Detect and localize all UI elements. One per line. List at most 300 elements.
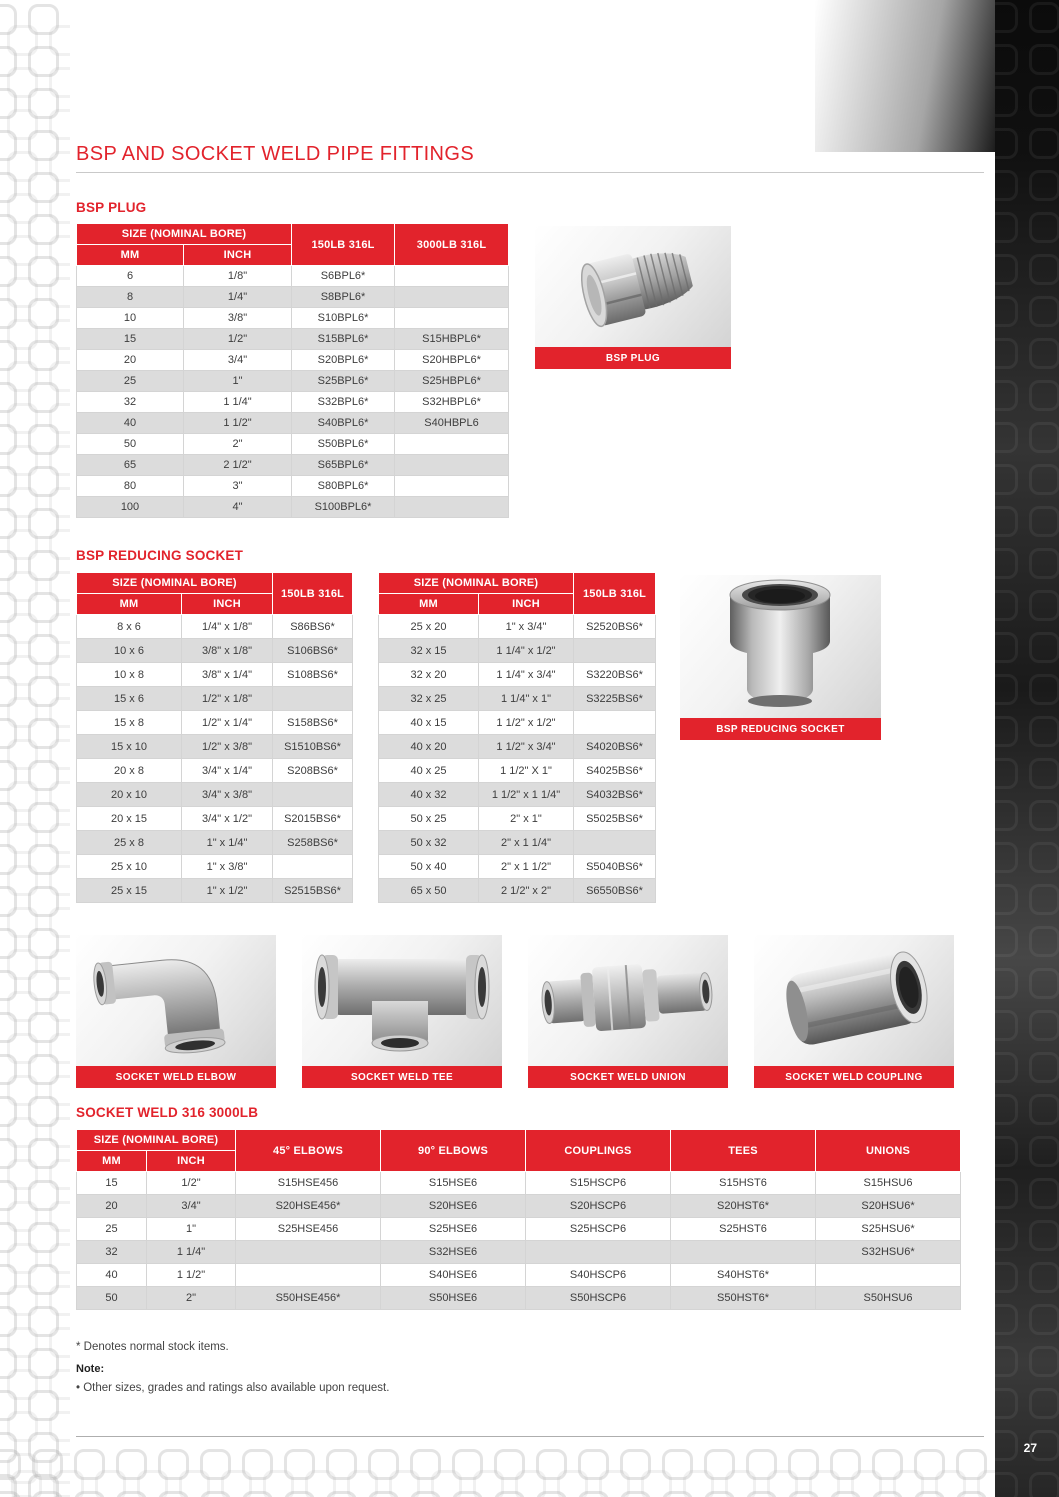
pattern-square [851, 1470, 882, 1497]
table-row [77, 735, 353, 759]
pattern-square [410, 1449, 441, 1480]
pattern-square [995, 1430, 1018, 1461]
table-row [77, 1264, 961, 1287]
pattern-square [995, 380, 1018, 411]
pattern-square [49, 277, 70, 308]
pattern-square [28, 928, 59, 959]
pattern-square [0, 802, 17, 833]
pattern-square [7, 67, 38, 98]
socket-weld-tee-image [302, 935, 502, 1066]
pattern-square [49, 781, 70, 812]
pattern-square [704, 1449, 735, 1480]
pattern-square [326, 1449, 357, 1480]
pattern-square [662, 1449, 693, 1480]
table-row [379, 831, 656, 855]
pattern-square [536, 1449, 567, 1480]
table-cell: 1" [147, 1218, 236, 1241]
pattern-square [1029, 506, 1059, 537]
table-cell [395, 266, 509, 287]
table-cell: 8 [77, 287, 184, 308]
pattern-square [830, 1449, 861, 1480]
pattern-square [28, 886, 59, 917]
pattern-square [1029, 716, 1059, 747]
pattern-square [49, 1369, 70, 1400]
bsp-reducing-socket-photo [680, 575, 881, 740]
pattern-square [956, 1491, 987, 1497]
pattern-square [995, 884, 1018, 915]
table-cell: 2 1/2" [184, 455, 292, 476]
pattern-square [1029, 464, 1059, 495]
pattern-square [995, 1010, 1018, 1041]
pattern-square [28, 172, 59, 203]
table-cell: 1 1/4" x 1" [479, 687, 574, 711]
bsp-reducing-socket-photo-label: BSP REDUCING SOCKET [680, 718, 881, 740]
pattern-square [995, 254, 1018, 285]
table-cell: S40BPL6* [292, 413, 395, 434]
table-cell: 2" [184, 434, 292, 455]
table-cell: S15HSCP6 [526, 1172, 671, 1195]
pattern-square [28, 1474, 59, 1497]
pattern-square [137, 1470, 168, 1497]
table-cell: 25 [77, 1218, 147, 1241]
bullet-icon: • [76, 1382, 81, 1394]
pattern-square [28, 1012, 59, 1043]
pattern-square [49, 1201, 70, 1232]
table-cell: 2" x 1 1/4" [479, 831, 574, 855]
pattern-square [28, 256, 59, 287]
pattern-square [494, 1449, 525, 1480]
table-cell: 50 x 40 [379, 855, 479, 879]
pattern-square [995, 464, 1018, 495]
pattern-square [49, 361, 70, 392]
pattern-square [7, 655, 38, 686]
table-cell: 25 x 20 [379, 615, 479, 639]
pattern-square [7, 1453, 38, 1484]
table-cell: 1 1/2" X 1" [479, 759, 574, 783]
table-cell [526, 1241, 671, 1264]
socket-weld-coupling-image [754, 935, 954, 1066]
pattern-square [995, 1304, 1018, 1335]
header-90-elbows: 90° ELBOWS [381, 1130, 526, 1172]
table-cell: S40HBPL6 [395, 413, 509, 434]
pattern-square [914, 1449, 945, 1480]
socket-weld-union-image [528, 935, 728, 1066]
header-inch: INCH [147, 1151, 236, 1172]
table-cell: S100BPL6* [292, 497, 395, 518]
table-row [77, 807, 353, 831]
pattern-square [0, 1348, 17, 1379]
pattern-square [452, 1449, 483, 1480]
note-bullet-text: Other sizes, grades and ratings also available upon request. [83, 1382, 390, 1394]
pattern-square [28, 340, 59, 371]
pattern-square [32, 1491, 63, 1497]
pattern-square [368, 1449, 399, 1480]
table-cell: S40HSCP6 [526, 1264, 671, 1287]
pattern-square [995, 1346, 1018, 1377]
table-cell: 20 x 10 [77, 783, 182, 807]
pattern-square [7, 151, 38, 182]
pattern-square [49, 865, 70, 896]
table-cell: 1" x 3/4" [479, 615, 574, 639]
pattern-square [995, 1388, 1018, 1419]
table-cell: 25 [77, 371, 184, 392]
table-cell: S50HSCP6 [526, 1287, 671, 1310]
pattern-square [263, 1470, 294, 1497]
pattern-square [7, 109, 38, 140]
table-row [77, 615, 353, 639]
pattern-square [995, 86, 1018, 117]
table-row [77, 287, 509, 308]
table-cell: S20HSCP6 [526, 1195, 671, 1218]
table-row [379, 807, 656, 831]
table-cell: S1510BS6* [273, 735, 353, 759]
pattern-square [28, 1054, 59, 1085]
socket-weld-table [76, 1129, 961, 1310]
pattern-square [1029, 1346, 1059, 1377]
pattern-square [725, 1470, 756, 1497]
pattern-square [28, 1390, 59, 1421]
table-cell: S25HSCP6 [526, 1218, 671, 1241]
pattern-square [995, 1220, 1018, 1251]
table-cell [574, 831, 656, 855]
pattern-square [872, 1491, 903, 1497]
header-mm: MM [379, 594, 479, 615]
pattern-square [1029, 1262, 1059, 1293]
pattern-square [1029, 1094, 1059, 1125]
pattern-square [49, 991, 70, 1022]
pattern-square [32, 1449, 63, 1480]
table-cell: 2 1/2" x 2" [479, 879, 574, 903]
table-cell: 1" x 1/2" [182, 879, 273, 903]
table-cell: 20 x 15 [77, 807, 182, 831]
pattern-square [28, 88, 59, 119]
table-cell [816, 1264, 961, 1287]
pattern-square [49, 1117, 70, 1148]
pattern-square [7, 361, 38, 392]
title-divider [76, 172, 984, 173]
table-cell: S86BS6* [273, 615, 353, 639]
table-cell: 40 x 20 [379, 735, 479, 759]
pattern-square [767, 1470, 798, 1497]
table-cell: 1 1/2" x 1/2" [479, 711, 574, 735]
pattern-square [995, 296, 1018, 327]
table-cell [671, 1241, 816, 1264]
pattern-square [1029, 1220, 1059, 1251]
pattern-square [1029, 758, 1059, 789]
pattern-square [1029, 1178, 1059, 1209]
table-cell: S15HST6 [671, 1172, 816, 1195]
table-cell: S106BS6* [273, 639, 353, 663]
pattern-square [326, 1491, 357, 1497]
table-cell: S50HST6* [671, 1287, 816, 1310]
table-row [379, 615, 656, 639]
pattern-square [0, 550, 17, 581]
pattern-square [0, 46, 17, 77]
pattern-square [49, 403, 70, 434]
table-cell: 40 x 32 [379, 783, 479, 807]
table-cell: 32 x 25 [379, 687, 479, 711]
pattern-square [995, 338, 1018, 369]
pattern-square [0, 928, 17, 959]
table-cell: S25BPL6* [292, 371, 395, 392]
pattern-square [347, 1470, 378, 1497]
table-cell: 1 1/2" x 3/4" [479, 735, 574, 759]
pattern-square [995, 548, 1018, 579]
pattern-square [49, 487, 70, 518]
table-cell: 1/4" [184, 287, 292, 308]
pattern-square [1029, 2, 1059, 33]
table-cell: 25 x 8 [77, 831, 182, 855]
pattern-square [1029, 170, 1059, 201]
table-cell: S3220BS6* [574, 663, 656, 687]
table-cell: S208BS6* [273, 759, 353, 783]
pattern-square [995, 758, 1018, 789]
table-cell: S4032BS6* [574, 783, 656, 807]
table-cell [395, 497, 509, 518]
table-cell: 32 [77, 1241, 147, 1264]
pattern-square [0, 1264, 17, 1295]
pattern-square [158, 1449, 189, 1480]
table-cell: 15 [77, 1172, 147, 1195]
table-cell: 1 1/4" [184, 392, 292, 413]
pattern-square [49, 1243, 70, 1274]
pattern-square [49, 1075, 70, 1106]
table-cell: 3/4" x 1/4" [182, 759, 273, 783]
pattern-square [0, 970, 17, 1001]
pattern-square [0, 256, 17, 287]
table-cell: S20HSE456* [236, 1195, 381, 1218]
table-cell: S32HBPL6* [395, 392, 509, 413]
right-edge-decoration [995, 0, 1059, 1497]
table-cell: S32HSU6* [816, 1241, 961, 1264]
pattern-square [599, 1470, 630, 1497]
header-couplings: COUPLINGS [526, 1130, 671, 1172]
pattern-square [200, 1449, 231, 1480]
pattern-square [995, 506, 1018, 537]
table-cell [236, 1264, 381, 1287]
pattern-square [956, 1449, 987, 1480]
table-cell: S15BPL6* [292, 329, 395, 350]
table-cell: 3/8" [184, 308, 292, 329]
table-cell: 20 [77, 350, 184, 371]
table-row [77, 783, 353, 807]
table-cell: 10 [77, 308, 184, 329]
table-cell [395, 476, 509, 497]
table-cell: 8 x 6 [77, 615, 182, 639]
pattern-square [662, 1491, 693, 1497]
table-cell: 3" [184, 476, 292, 497]
pattern-square [0, 1390, 17, 1421]
table-cell: S80BPL6* [292, 476, 395, 497]
table-cell [273, 687, 353, 711]
table-row [77, 455, 509, 476]
header-mm: MM [77, 1151, 147, 1172]
pattern-square [788, 1449, 819, 1480]
table-cell: 3/4" x 3/8" [182, 783, 273, 807]
pattern-square [1029, 254, 1059, 285]
table-row [77, 879, 353, 903]
table-cell: S20HST6* [671, 1195, 816, 1218]
pattern-square [49, 445, 70, 476]
pattern-square [116, 1449, 147, 1480]
table-row [77, 639, 353, 663]
pattern-square [7, 907, 38, 938]
bsp-plug-table [76, 223, 509, 518]
pattern-square [28, 1096, 59, 1127]
table-cell: 1 1/4" x 3/4" [479, 663, 574, 687]
pattern-square [7, 781, 38, 812]
header-size-nominal-bore: SIZE (NOMINAL BORE) [77, 1130, 236, 1151]
pattern-square [620, 1491, 651, 1497]
pattern-square [49, 697, 70, 728]
table-row [77, 759, 353, 783]
pattern-square [1029, 128, 1059, 159]
table-cell: S50HSE6 [381, 1287, 526, 1310]
pattern-square [28, 1348, 59, 1379]
table-cell: 3/8" x 1/4" [182, 663, 273, 687]
pattern-square [1029, 800, 1059, 831]
table-cell [236, 1241, 381, 1264]
pattern-square [49, 67, 70, 98]
background-pattern-left [0, 0, 70, 1497]
pattern-square [1029, 44, 1059, 75]
pattern-square [0, 676, 17, 707]
socket-weld-elbow-image [76, 935, 276, 1066]
table-row [379, 711, 656, 735]
pattern-square [74, 1449, 105, 1480]
pattern-square [28, 802, 59, 833]
pattern-square [49, 319, 70, 350]
pattern-square [1029, 296, 1059, 327]
pattern-square [995, 1262, 1018, 1293]
section-title-bsp-reducing-socket: BSP REDUCING SOCKET [76, 548, 244, 563]
pattern-square [368, 1491, 399, 1497]
pattern-square [28, 550, 59, 581]
table-cell [395, 455, 509, 476]
pattern-square [872, 1449, 903, 1480]
table-cell: 40 [77, 413, 184, 434]
table-cell: 50 x 32 [379, 831, 479, 855]
pattern-square [0, 1180, 17, 1211]
table-cell: S25HST6 [671, 1218, 816, 1241]
table-cell: S32HSE6 [381, 1241, 526, 1264]
pattern-square [1029, 1052, 1059, 1083]
socket-weld-coupling-label: SOCKET WELD COUPLING [754, 1066, 954, 1088]
table-cell: S2515BS6* [273, 879, 353, 903]
table-row [77, 266, 509, 287]
pattern-square [49, 529, 70, 560]
table-cell: S40HSE6 [381, 1264, 526, 1287]
pattern-square [221, 1470, 252, 1497]
table-row [77, 329, 509, 350]
pattern-square [28, 298, 59, 329]
table-cell: S25HSE6 [381, 1218, 526, 1241]
table-cell: S10BPL6* [292, 308, 395, 329]
pattern-square [49, 235, 70, 266]
pattern-square [28, 844, 59, 875]
socket-weld-tee-photo [302, 935, 502, 1088]
pattern-square [49, 1453, 70, 1484]
table-cell [395, 287, 509, 308]
table-row [77, 476, 509, 497]
pattern-square [0, 1054, 17, 1085]
pattern-square [95, 1470, 126, 1497]
table-cell: 32 x 20 [379, 663, 479, 687]
pattern-square [305, 1470, 336, 1497]
pattern-square [1029, 674, 1059, 705]
table-cell: S258BS6* [273, 831, 353, 855]
pattern-square [0, 1432, 17, 1463]
pattern-square [389, 1470, 420, 1497]
table-cell: 50 [77, 1287, 147, 1310]
pattern-square [893, 1470, 924, 1497]
pattern-square [995, 632, 1018, 663]
pattern-square [28, 1180, 59, 1211]
pattern-square [830, 1491, 861, 1497]
table-cell [273, 783, 353, 807]
table-cell: S65BPL6* [292, 455, 395, 476]
pattern-square [28, 382, 59, 413]
pattern-square [28, 592, 59, 623]
pattern-square [7, 1369, 38, 1400]
bsp-reducing-socket-image [680, 575, 881, 717]
pattern-square [0, 466, 17, 497]
pattern-square [7, 1201, 38, 1232]
pattern-square [0, 1491, 21, 1497]
table-row [77, 711, 353, 735]
table-row [77, 392, 509, 413]
table-cell: 1/2" [184, 329, 292, 350]
pattern-square [7, 193, 38, 224]
pattern-square [7, 1243, 38, 1274]
pattern-square [49, 907, 70, 938]
pattern-square [0, 886, 17, 917]
pattern-square [7, 25, 38, 56]
pattern-square [28, 4, 59, 35]
pattern-square [995, 1136, 1018, 1167]
table-row [379, 687, 656, 711]
pattern-square [995, 1178, 1018, 1209]
pattern-square [788, 1491, 819, 1497]
header-inch: INCH [184, 245, 292, 266]
pattern-square [746, 1449, 777, 1480]
pattern-square [995, 842, 1018, 873]
table-cell [395, 434, 509, 455]
pattern-square [494, 1491, 525, 1497]
header-150lb-316l: 150LB 316L [574, 573, 656, 615]
pattern-square [995, 170, 1018, 201]
table-cell: S25HBPL6* [395, 371, 509, 392]
table-cell: 2" x 1" [479, 807, 574, 831]
pattern-square [28, 130, 59, 161]
pattern-square [284, 1449, 315, 1480]
table-cell: 50 [77, 434, 184, 455]
table-cell: S20HSE6 [381, 1195, 526, 1218]
pattern-square [49, 1327, 70, 1358]
pattern-square [0, 340, 17, 371]
pattern-square [452, 1491, 483, 1497]
table-row [77, 1172, 961, 1195]
pattern-square [1029, 86, 1059, 117]
background-pattern-strip [995, 0, 1059, 1497]
table-cell: 3/8" x 1/8" [182, 639, 273, 663]
socket-weld-union-photo [528, 935, 728, 1088]
pattern-square [28, 1138, 59, 1169]
table-cell: S15HSE6 [381, 1172, 526, 1195]
pattern-square [49, 613, 70, 644]
table-cell: 1/8" [184, 266, 292, 287]
pattern-square [116, 1491, 147, 1497]
